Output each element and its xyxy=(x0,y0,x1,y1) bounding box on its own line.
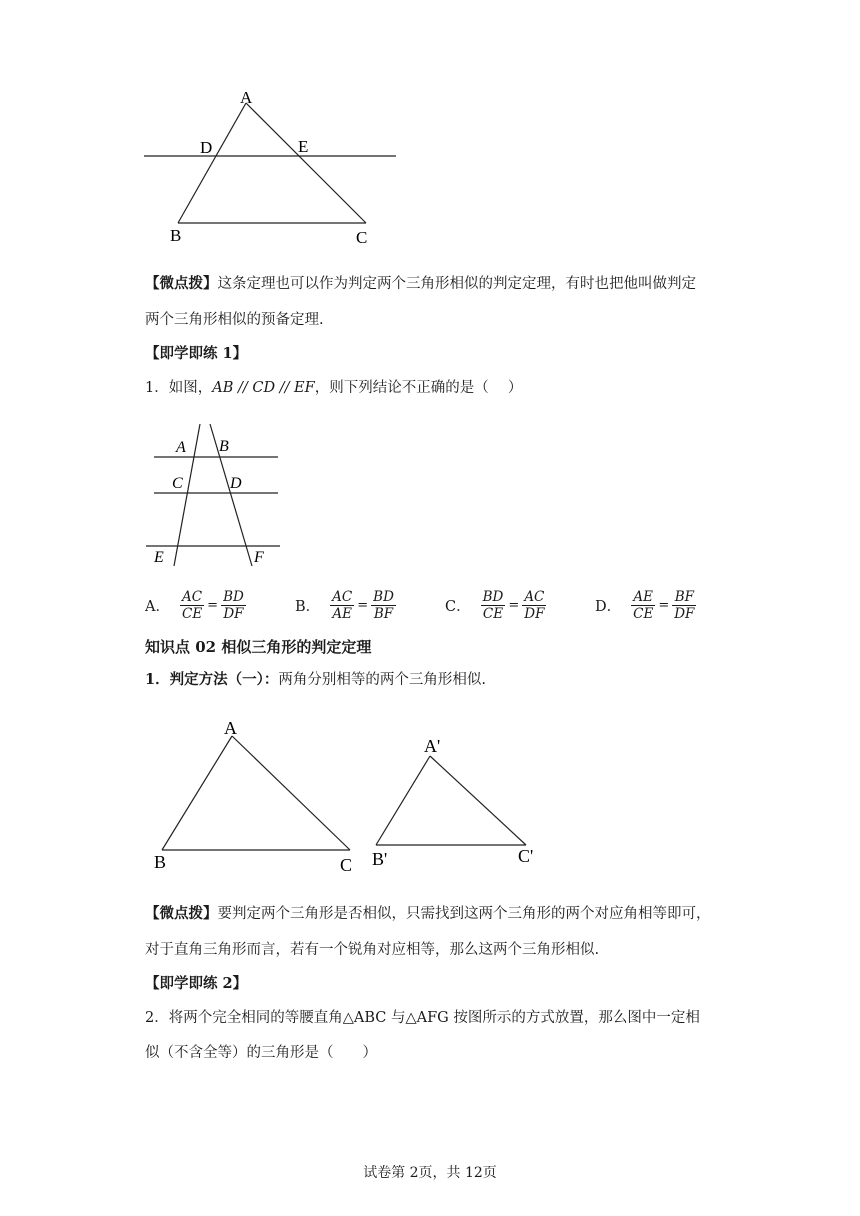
tip2-line2: 对于直角三角形而言，若有一个锐角对应相等，那么这两个三角形相似. xyxy=(145,942,600,958)
label-e: E xyxy=(298,137,309,156)
option-c-right-fraction: $\frac{AC}{DF}$ xyxy=(524,588,545,622)
label-a: A xyxy=(240,88,253,107)
label-a: A xyxy=(176,439,186,456)
question-1 xyxy=(145,378,522,398)
equals-sign: = xyxy=(508,597,520,613)
page-footer: 试卷第 2页，共 12页 xyxy=(363,1165,497,1181)
label-e: E xyxy=(154,549,164,566)
label-f: F xyxy=(254,549,264,566)
tip2-label: 【微点拨】 xyxy=(145,905,218,922)
option-c-left-fraction: $\frac{BD}{CE}$ xyxy=(482,588,504,622)
question-2-line2: 似（不含全等）的三角形是（ ） xyxy=(145,1045,377,1061)
label-d: D xyxy=(200,138,213,157)
option-c-letter: C． xyxy=(445,598,471,615)
option-c[interactable] xyxy=(445,587,546,623)
parallel-lines-figure xyxy=(140,420,290,570)
q1-rest: ，则下列结论不正确的是（ ） xyxy=(314,380,523,396)
similar-triangles-figure xyxy=(140,710,550,880)
option-b[interactable] xyxy=(295,587,396,623)
label-b: B xyxy=(154,852,167,872)
option-d-letter: D． xyxy=(595,598,622,615)
option-b-right-fraction: $\frac{BD}{BF}$ xyxy=(373,588,394,622)
label-b: B xyxy=(170,226,182,245)
option-d[interactable] xyxy=(595,587,696,623)
equals-sign: = xyxy=(207,597,219,613)
option-b-left-fraction: $\frac{AC}{AE}$ xyxy=(332,588,353,622)
label-a-prime: A' xyxy=(424,736,441,756)
question-2-line1: 2．将两个完全相同的等腰直角△ABC 与△AFG 按图所示的方式放置，那么图中一定相 xyxy=(145,1010,700,1026)
label-b-prime: B' xyxy=(372,849,388,869)
q1-number: 1．如图， xyxy=(145,380,213,396)
triangle-de-figure xyxy=(140,85,405,250)
option-a-left-fraction: $\frac{AC}{CE}$ xyxy=(181,588,203,622)
label-d: D xyxy=(230,475,242,492)
option-a-letter: A． xyxy=(145,598,170,615)
option-d-left-fraction: $\frac{AE}{CE}$ xyxy=(633,588,654,622)
option-a-right-fraction: $\frac{BD}{DF}$ xyxy=(223,588,244,622)
label-c: C xyxy=(356,228,368,247)
q1-expression: AB // CD // EF xyxy=(212,380,315,396)
equals-sign: = xyxy=(658,597,670,613)
tip2-line1 xyxy=(145,904,711,924)
option-b-letter: B． xyxy=(295,598,321,615)
tip1-label: 【微点拨】 xyxy=(145,275,218,292)
practice2-heading: 【即学即练 2】 xyxy=(145,975,248,992)
label-a: A xyxy=(224,718,237,738)
method1-label: 1．判定方法（一）： xyxy=(145,671,279,688)
tip1-text: 这条定理也可以作为判定两个三角形相似的判定定理，有时也把他叫做判定 xyxy=(217,276,696,292)
label-b: B xyxy=(219,438,229,455)
practice1-heading: 【即学即练 1】 xyxy=(145,345,248,362)
equals-sign: = xyxy=(357,597,369,613)
option-a[interactable] xyxy=(145,587,246,623)
tip1-line1 xyxy=(145,274,696,294)
label-c-prime: C' xyxy=(518,846,534,866)
option-d-right-fraction: $\frac{BF}{DF}$ xyxy=(674,588,695,622)
section-title: 知识点 02 相似三角形的判定定理 xyxy=(145,638,372,656)
label-c: C xyxy=(340,855,353,875)
tip2-text: 要判定两个三角形是否相似，只需找到这两个三角形的两个对应角相等即可， xyxy=(217,906,711,922)
tip1-line2: 两个三角形相似的预备定理. xyxy=(145,312,324,328)
label-c: C xyxy=(172,475,183,492)
method1-text: 两角分别相等的两个三角形相似. xyxy=(278,672,486,688)
method-1 xyxy=(145,670,486,690)
